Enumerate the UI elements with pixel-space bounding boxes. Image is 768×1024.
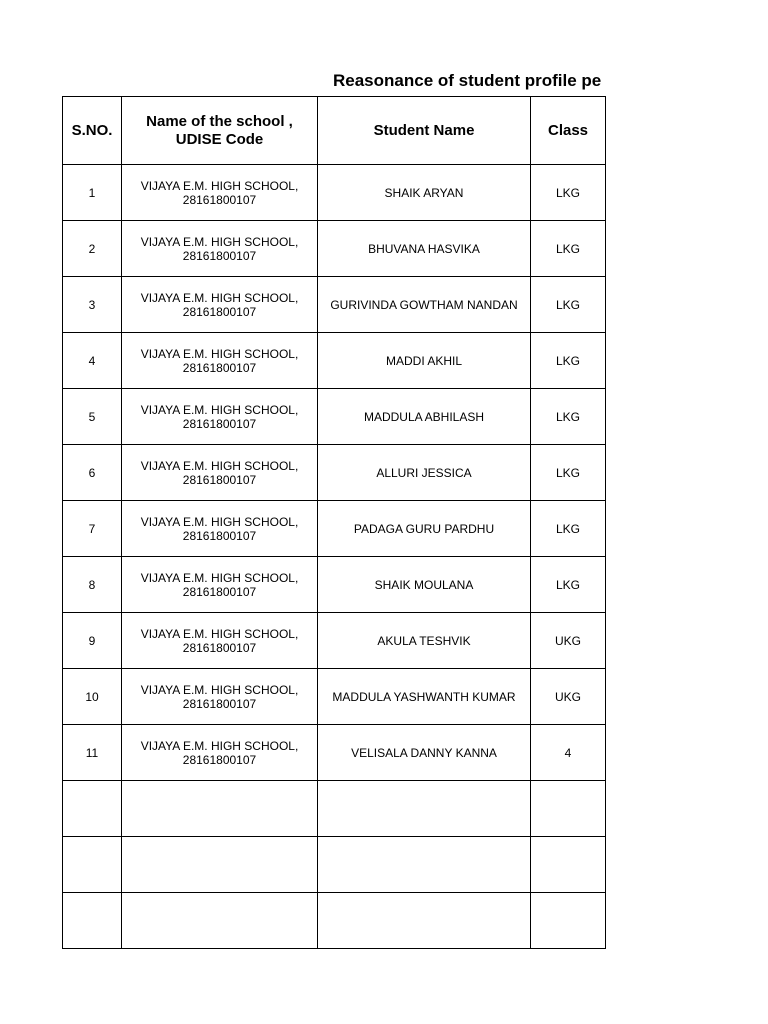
cell-class <box>531 893 606 949</box>
cell-student-name: BHUVANA HASVIKA <box>318 221 531 277</box>
udise-code: 28161800107 <box>182 528 257 543</box>
cell-school <box>122 613 318 669</box>
cell-student-name <box>318 893 531 949</box>
table-row <box>63 613 606 669</box>
table-header-row <box>63 97 606 165</box>
cell-student-name: MADDULA YASHWANTH KUMAR <box>318 669 531 725</box>
udise-code: 28161800107 <box>182 192 257 207</box>
table-row <box>63 557 606 613</box>
cell-school <box>122 781 318 837</box>
cell-school <box>122 277 318 333</box>
cell-class <box>531 781 606 837</box>
cell-class: UKG <box>531 613 606 669</box>
header-school <box>122 97 318 165</box>
table-row <box>63 669 606 725</box>
cell-class: LKG <box>531 445 606 501</box>
cell-student-name <box>318 781 531 837</box>
cell-sno: 6 <box>63 445 122 501</box>
udise-code: 28161800107 <box>182 584 257 599</box>
cell-student-name: ALLURI JESSICA <box>318 445 531 501</box>
cell-sno: 10 <box>63 669 122 725</box>
udise-code: 28161800107 <box>182 472 257 487</box>
cell-sno: 3 <box>63 277 122 333</box>
title-area <box>0 66 605 96</box>
cell-student-name: MADDULA ABHILASH <box>318 389 531 445</box>
school-name: VIJAYA E.M. HIGH SCHOOL, <box>140 178 299 193</box>
cell-student-name: MADDI AKHIL <box>318 333 531 389</box>
cell-sno: 8 <box>63 557 122 613</box>
school-name: VIJAYA E.M. HIGH SCHOOL, <box>140 570 299 585</box>
table-row <box>63 165 606 221</box>
cell-school <box>122 445 318 501</box>
cell-class: LKG <box>531 557 606 613</box>
udise-code: 28161800107 <box>182 360 257 375</box>
cell-class: LKG <box>531 221 606 277</box>
cell-class: LKG <box>531 333 606 389</box>
table-row <box>63 893 606 949</box>
cell-sno: 11 <box>63 725 122 781</box>
cell-school <box>122 501 318 557</box>
school-name: VIJAYA E.M. HIGH SCHOOL, <box>140 458 299 473</box>
cell-sno: 1 <box>63 165 122 221</box>
cell-student-name: AKULA TESHVIK <box>318 613 531 669</box>
cell-school <box>122 389 318 445</box>
cell-sno: 4 <box>63 333 122 389</box>
table-row <box>63 333 606 389</box>
school-name: VIJAYA E.M. HIGH SCHOOL, <box>140 626 299 641</box>
udise-code: 28161800107 <box>182 752 257 767</box>
header-school-line1: Name of the school , <box>146 112 293 130</box>
cell-sno <box>63 893 122 949</box>
cell-sno <box>63 837 122 893</box>
header-school-line2: UDISE Code <box>175 130 264 148</box>
cell-class: UKG <box>531 669 606 725</box>
cell-school <box>122 557 318 613</box>
header-sno: S.NO. <box>63 97 122 165</box>
school-name: VIJAYA E.M. HIGH SCHOOL, <box>140 514 299 529</box>
table-row <box>63 501 606 557</box>
student-table <box>62 96 606 949</box>
table-row <box>63 445 606 501</box>
document-title: Reasonance of student profile pe <box>333 71 602 90</box>
school-name: VIJAYA E.M. HIGH SCHOOL, <box>140 738 299 753</box>
cell-class: LKG <box>531 501 606 557</box>
cell-sno: 9 <box>63 613 122 669</box>
cell-school <box>122 221 318 277</box>
cell-sno <box>63 781 122 837</box>
cell-class <box>531 837 606 893</box>
school-name: VIJAYA E.M. HIGH SCHOOL, <box>140 682 299 697</box>
cell-class: LKG <box>531 277 606 333</box>
cell-school <box>122 725 318 781</box>
udise-code: 28161800107 <box>182 640 257 655</box>
cell-student-name: VELISALA DANNY KANNA <box>318 725 531 781</box>
udise-code: 28161800107 <box>182 304 257 319</box>
table-row <box>63 277 606 333</box>
header-class: Class <box>531 97 606 165</box>
school-name: VIJAYA E.M. HIGH SCHOOL, <box>140 290 299 305</box>
table-row <box>63 725 606 781</box>
udise-code: 28161800107 <box>182 248 257 263</box>
cell-class: LKG <box>531 389 606 445</box>
cell-class: LKG <box>531 165 606 221</box>
cell-student-name: GURIVINDA GOWTHAM NANDAN <box>318 277 531 333</box>
udise-code: 28161800107 <box>182 416 257 431</box>
cell-student-name: SHAIK MOULANA <box>318 557 531 613</box>
header-student-name: Student Name <box>318 97 531 165</box>
cell-sno: 7 <box>63 501 122 557</box>
cell-sno: 5 <box>63 389 122 445</box>
cell-school <box>122 893 318 949</box>
cell-student-name <box>318 837 531 893</box>
school-name: VIJAYA E.M. HIGH SCHOOL, <box>140 234 299 249</box>
table-row <box>63 389 606 445</box>
cell-sno: 2 <box>63 221 122 277</box>
school-name: VIJAYA E.M. HIGH SCHOOL, <box>140 346 299 361</box>
cell-school <box>122 333 318 389</box>
cell-school <box>122 669 318 725</box>
cell-school <box>122 165 318 221</box>
school-name: VIJAYA E.M. HIGH SCHOOL, <box>140 402 299 417</box>
cell-school <box>122 837 318 893</box>
udise-code: 28161800107 <box>182 696 257 711</box>
table-body <box>63 165 606 949</box>
table-row <box>63 221 606 277</box>
cell-student-name: PADAGA GURU PARDHU <box>318 501 531 557</box>
table-row <box>63 781 606 837</box>
cell-student-name: SHAIK ARYAN <box>318 165 531 221</box>
table-row <box>63 837 606 893</box>
cell-class: 4 <box>531 725 606 781</box>
